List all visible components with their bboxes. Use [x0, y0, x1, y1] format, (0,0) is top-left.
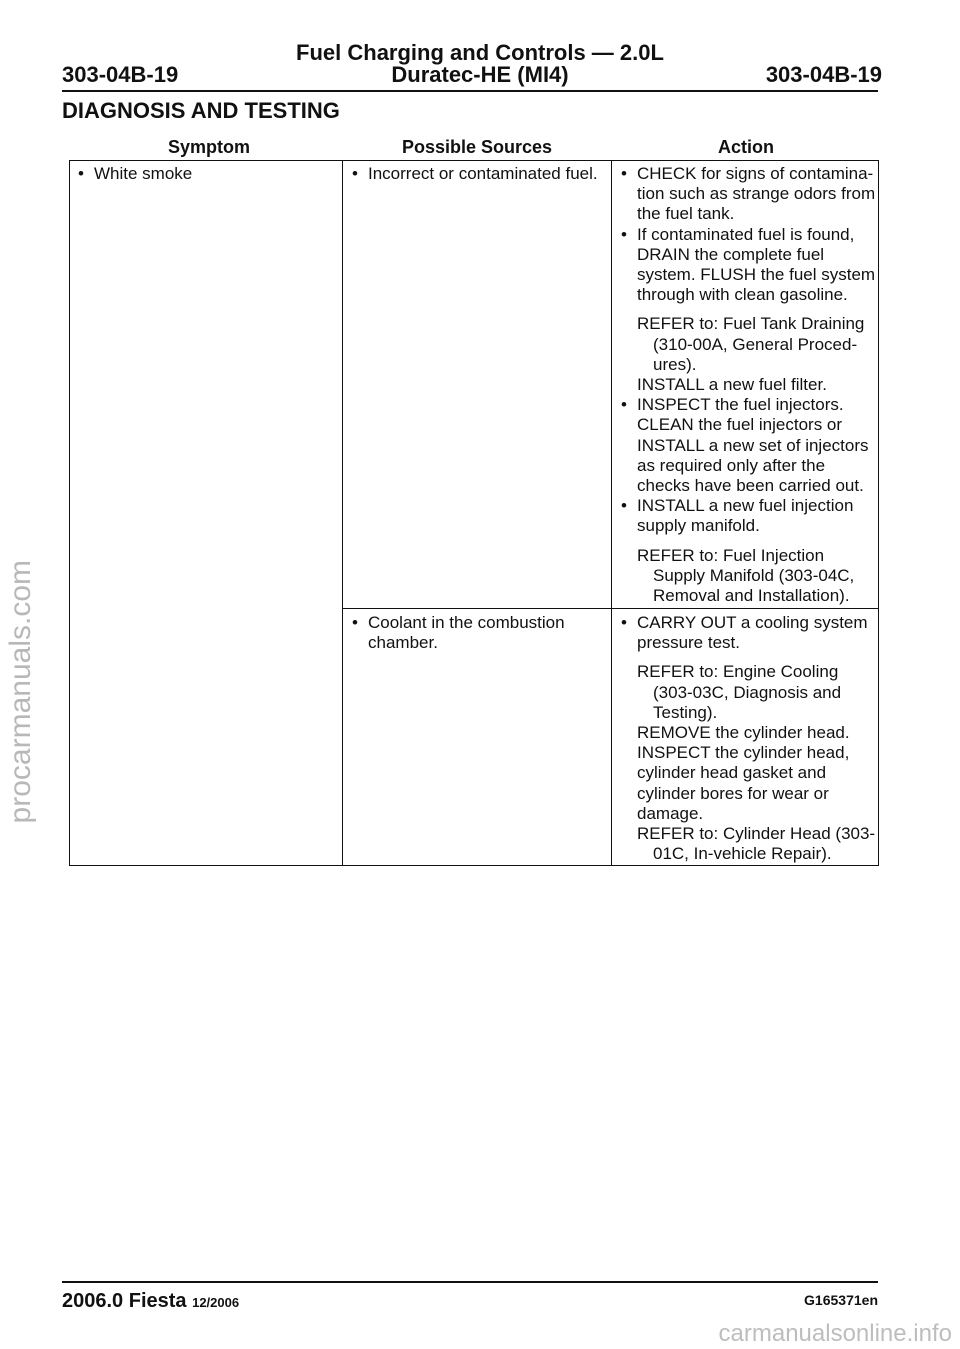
reference-fuel-tank-draining: REFER to: Fuel Tank Draining (310-00A, General Proced- ures). — [637, 314, 865, 374]
column-header-action: Action — [718, 137, 774, 157]
footer-date: 12/2006 — [192, 1295, 240, 1310]
action-cooling-pressure-test: • CARRY OUT a cooling system pressure test. — [613, 613, 879, 653]
header-subtitle: Duratec-HE (MI4) — [391, 62, 569, 87]
table-divider-1 — [342, 161, 343, 865]
reference-engine-cooling: REFER to: Engine Cooling (303-03C, Diagnosis and Testing). — [637, 662, 842, 722]
column-header-possible-sources: Possible Sources — [402, 137, 553, 157]
action-inspect-cylinder-head: INSPECT the cylinder head, cylinder head gasket and cylinder bores for wear or damage. — [637, 743, 850, 823]
action-cell-1 — [613, 164, 879, 606]
action-inspect-injectors: • INSPECT the fuel injectors. CLEAN the fuel injectors or INSTALL a new set of injectors as required only after the checks have been carried out. — [613, 395, 879, 496]
column-header-symptom: Symptom — [168, 137, 251, 157]
reference-cylinder-head: REFER to: Cylinder Head (303- 01C, In-vehicle Repair). — [637, 824, 876, 864]
action-remove-cylinder-head: REMOVE the cylinder head. — [637, 723, 850, 743]
section-title: DIAGNOSIS AND TESTING — [62, 98, 340, 123]
watermark-side: procarmanuals.com — [4, 560, 37, 824]
footer-code: G165371en — [804, 1292, 878, 1308]
diagnosis-table — [69, 160, 879, 866]
action-drain-flush: • If contaminated fuel is found, DRAIN the complete fuel system. FLUSH the fuel system through with clean gasoline. — [613, 225, 879, 306]
source-2-text: • Coolant in the combustion chamber. — [344, 613, 610, 653]
action-install-manifold: • INSTALL a new fuel injection supply manifold. — [613, 496, 879, 536]
footer-model — [62, 1290, 239, 1313]
table-row-divider — [342, 608, 878, 609]
header-title: Fuel Charging and Controls — 2.0L — [296, 40, 664, 65]
header-code-left: 303-04B-19 — [62, 62, 179, 87]
action-install-filter: INSTALL a new fuel filter. — [637, 375, 827, 395]
action-check-contamination: • CHECK for signs of contamina- tion such as strange odors from the fuel tank. — [613, 164, 879, 225]
action-cell-2 — [613, 613, 879, 864]
header-code-right: 303-04B-19 — [765, 62, 882, 87]
reference-fuel-injection-manifold: REFER to: Fuel Injection Supply Manifold (303-04C, Removal and Installation). — [637, 545, 855, 606]
symptom-cell — [70, 164, 340, 184]
symptom-text: • White smoke — [70, 164, 340, 184]
source-1-text: • Incorrect or contaminated fuel. — [344, 164, 610, 184]
source-cell-2 — [344, 613, 610, 653]
footer-rule — [62, 1281, 878, 1283]
table-column-headers — [0, 137, 960, 161]
table-divider-2 — [611, 161, 612, 865]
source-cell-1 — [344, 164, 610, 184]
watermark-bottom: carmanualsonline.info — [718, 1320, 952, 1347]
footer-model-name: 2006.0 Fiesta — [62, 1290, 187, 1312]
header-rule — [62, 90, 878, 92]
